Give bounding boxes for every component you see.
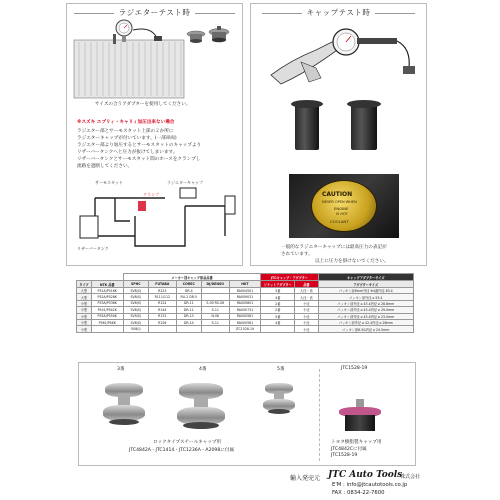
table-cell: R131 xyxy=(149,313,177,319)
table-cell: 小型 xyxy=(77,313,92,319)
table-cell: RU-2 DR-5 xyxy=(176,294,201,300)
table-col-header: COREC xyxy=(176,281,201,288)
right-caption-3: JTC1528-19 xyxy=(331,453,358,458)
table-cell: 大径・高 xyxy=(295,294,318,300)
label-clamp: クランプ xyxy=(143,192,159,197)
table-cell xyxy=(91,326,123,332)
table-col-header: DJ/DENSO xyxy=(202,281,230,288)
table-col-header: 品番 xyxy=(295,281,318,288)
black-adapter-left xyxy=(295,104,319,150)
table-cell: RA000581 xyxy=(229,313,261,319)
table-cell: RA004501 xyxy=(229,288,261,294)
warning-line: ラジエターキャップが付いています。(一部車両) xyxy=(77,136,177,141)
table-cell: DR-4 xyxy=(176,288,201,294)
label-adapter-5: 5番 xyxy=(277,367,285,372)
table-cell: 4番 xyxy=(261,319,295,325)
cooling-system-diagram xyxy=(75,176,240,254)
cap-test-title: キャップテスト時 xyxy=(251,7,426,18)
label-adapter-4: 4番 xyxy=(199,367,207,372)
jtc1528-adapter-image xyxy=(335,399,385,435)
table-cell: 3番 xyxy=(261,288,295,294)
table-cell: P53A/P536K xyxy=(91,300,123,306)
email-text: E'M : info@jtcautotools.co.jp xyxy=(332,482,408,488)
adapter-lineup-panel xyxy=(78,362,416,466)
table-cell: 大型 xyxy=(77,288,92,294)
table-group-jtc-adapter: JTCキャップ・アダプター xyxy=(261,274,318,281)
table-cell: パッキン部外径 ⌀ 43.4内径 ⌀ 28.8mm xyxy=(318,300,413,306)
table-cell: P55A/P550K xyxy=(91,313,123,319)
cap-note xyxy=(281,244,389,265)
cap-line1: NEVER OPEN WHEN xyxy=(322,200,357,204)
radiator-test-panel xyxy=(66,3,243,266)
table-cell: 2番 xyxy=(261,300,295,306)
table-cell: パッキン部6.5&内径 ⌀ 24.5mm xyxy=(318,326,413,332)
cap-adapter-1 xyxy=(187,31,205,43)
table-cell: パッキン部外径 ⌀ 53.4 xyxy=(318,294,413,300)
black-adapter-right-top xyxy=(347,100,381,108)
table-cell: P52A/P528K xyxy=(91,294,123,300)
table-col-header: タイプ xyxy=(77,281,92,288)
table-cell xyxy=(202,326,230,332)
warning-lines xyxy=(77,128,201,170)
radiator-test-illustration xyxy=(71,18,241,100)
label-reserve-tank: リザーバータンク xyxy=(77,246,109,251)
table-cell: SV8(S) xyxy=(123,288,148,294)
table-cell: 大径・高 xyxy=(295,288,318,294)
table-cell: 小径 xyxy=(295,319,318,325)
adapter-4-image xyxy=(173,377,229,433)
warning-title: ※スズキ エブリィ・キャリィ加圧出来ない場合 xyxy=(77,120,175,125)
adapter-caption: サイズの合うアダプターを使用してください。 xyxy=(95,102,191,107)
radiator-cap xyxy=(311,180,377,232)
importer-label: 輸入発売元 xyxy=(290,475,321,482)
table-col-header: ソケットアダプター xyxy=(261,281,295,288)
cap-note-line: 一般的なラジエターキャップには最高圧力の表記が xyxy=(281,245,387,250)
black-adapter-right xyxy=(351,104,377,150)
right-caption-1: トヨタ樹脂製キャップ用 xyxy=(331,440,382,445)
cap-adapter-2 xyxy=(209,26,229,42)
cap-note-line: されています。 xyxy=(281,252,313,257)
warning-line: リザーバータンクとサーモスタット間のホースをクランプし xyxy=(77,157,201,162)
label-thermostat: サーモスタット xyxy=(95,180,123,185)
table-cell: S-09 RS-06 xyxy=(202,300,230,306)
table-body xyxy=(77,288,414,333)
table-cell: パッキン部外径 ⌀ 43.4内径 ⌀ 29.0mm xyxy=(318,307,413,313)
table-cell: RA000581 xyxy=(229,319,261,325)
table-row xyxy=(77,326,414,332)
table-cell: N-06 xyxy=(202,313,230,319)
footer xyxy=(0,470,500,500)
adapter-3-image xyxy=(97,377,151,429)
warning-line: リザーバータンクへと圧力が抜けてしまいます。 xyxy=(77,150,178,155)
label-adapter-3: 3番 xyxy=(117,367,125,372)
table-cell: JTC1528-19 xyxy=(229,326,261,332)
company-suffix: 株式会社 xyxy=(400,474,421,480)
table-cell: 小径 xyxy=(295,326,318,332)
table-cell xyxy=(261,326,295,332)
table-cell: RA009031 xyxy=(229,294,261,300)
right-caption-2: JTC4842Cに付属 xyxy=(331,447,367,452)
table-col-header: FUTABA xyxy=(149,281,177,288)
table-cell: 5番 xyxy=(261,313,295,319)
left-caption-1: ロックタイプスチールキャップ用 xyxy=(153,440,222,445)
table-col-header: HKT xyxy=(229,281,261,288)
table-cell: R126 xyxy=(149,319,177,325)
warning-line: ラジエター部より加圧するとサーモスタットのキャップより xyxy=(77,143,202,148)
table-cell: SV8(S) xyxy=(123,300,148,306)
table-cell: RA000731 xyxy=(229,307,261,313)
table-col-header: SPHC xyxy=(123,281,148,288)
table-cell: S-11 xyxy=(202,307,230,313)
table-cell: パッキン部外径 ⌀ 42.4内径 ⌀ 26mm xyxy=(318,319,413,325)
warning-line: ラジエター部とサーモスタット上部の２か所に xyxy=(77,129,174,134)
cap-line2: ENGINE xyxy=(334,206,349,211)
cap-tester-illustration xyxy=(261,20,421,88)
table-cell: P51A/P516K xyxy=(91,288,123,294)
table-col-header: NTK 品番 xyxy=(91,281,123,288)
table-col-header: アダプターサイズ xyxy=(318,281,413,288)
radiator-cap-photo xyxy=(289,174,399,238)
divider-line xyxy=(319,369,320,461)
table-cell: SV8(I) xyxy=(123,326,148,332)
table-cell: R123 xyxy=(149,288,177,294)
table-cell: 小径 xyxy=(295,300,318,306)
table-cell: R144 xyxy=(149,307,177,313)
table-cell xyxy=(149,326,177,332)
table-cell: 2番 xyxy=(261,307,295,313)
adapter-5-image xyxy=(257,379,301,419)
table-cell: DR-13 xyxy=(176,313,201,319)
table-cell: P541/P542K xyxy=(91,307,123,313)
company-logo: JTC Auto Tools xyxy=(328,470,403,480)
radiator-test-title: ラジエターテスト時 xyxy=(67,7,242,18)
cap-line3: IS HOT xyxy=(336,212,348,216)
table-cell: P561/P56K xyxy=(91,319,123,325)
label-jtc1528: JTC1528-19 xyxy=(341,366,368,371)
table-group-blank xyxy=(77,274,124,281)
table-cell: 小型 xyxy=(77,319,92,325)
left-caption-2: JTC4842A・JTC1414・JTC1236A・A2098に付属 xyxy=(129,448,235,453)
table-cell: パッキン部外径 ⌀ 43.4内径 ⌀ 23.0mm xyxy=(318,313,413,319)
table-cell: 小型 xyxy=(77,307,92,313)
table-cell: 小型 xyxy=(77,300,92,306)
table-cell: DR-11 xyxy=(176,307,201,313)
table-cell: DR-11 xyxy=(176,300,201,306)
table-cell: SV9(S) xyxy=(123,313,148,319)
label-pressure-cap: ラジエターキャップ xyxy=(167,180,203,185)
table-cell: R111/112 xyxy=(149,294,177,300)
table-cell: SV8(S) xyxy=(123,319,148,325)
cap-spec-table xyxy=(76,273,414,333)
table-cell: 小径 xyxy=(295,307,318,313)
table-cell: 4番 xyxy=(261,294,295,300)
cap-test-panel xyxy=(250,3,427,266)
table-cell: S-11 xyxy=(202,319,230,325)
table-cell: 小型 xyxy=(77,326,92,332)
table-cell: R124 xyxy=(149,300,177,306)
table-cell: SV8(S) xyxy=(123,307,148,313)
table-group-size: キャップアダプターサイズ xyxy=(318,274,413,281)
fax-text: FAX : 0834-22-7600 xyxy=(332,490,385,496)
warning-line: 流路を遮断してください。 xyxy=(77,164,133,169)
table-cell xyxy=(176,326,201,332)
cap-brand2: COOLANT xyxy=(330,219,349,224)
table-cell: パッキン部6mm外径 ※4番内径 83.4 xyxy=(318,288,413,294)
table-cell: RA000801 xyxy=(229,300,261,306)
cap-note-line: 以上に圧力を掛けないでください。 xyxy=(315,259,389,264)
table-cell: SV8(S) xyxy=(123,294,148,300)
cap-brand: CAUTION xyxy=(322,191,353,198)
table-cell: DR-14 xyxy=(176,319,201,325)
table-group-maker: メーカー別キャップ部品品番 xyxy=(123,274,261,281)
black-adapter-left-top xyxy=(291,100,323,108)
table-cell: 小径 xyxy=(295,313,318,319)
table-cell: 大型 xyxy=(77,294,92,300)
